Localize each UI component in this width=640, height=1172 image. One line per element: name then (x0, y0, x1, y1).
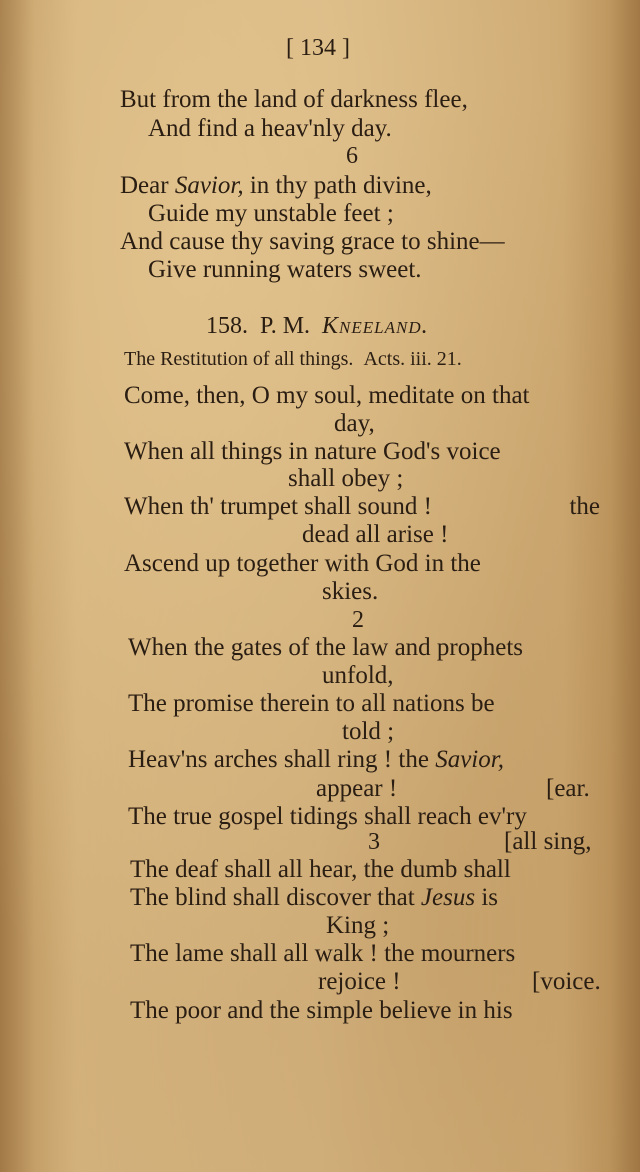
stanza-line: When all things in nature God's voice (124, 438, 501, 465)
stanza-line: The blind shall discover that Jesus is (130, 884, 498, 911)
stanza-line: The poor and the simple believe in his (130, 997, 513, 1024)
verse-line: Give running waters sweet. (148, 256, 422, 283)
hymn-meter: P. M. (260, 313, 311, 339)
hymn-heading (206, 312, 429, 340)
page-number: [ 134 ] (286, 35, 350, 61)
stanza-line: Ascend up together with God in the (124, 550, 481, 577)
stanza-line: told ; (342, 718, 395, 745)
hymn-number: 158. (206, 313, 248, 339)
verse-number: 6 (346, 143, 358, 169)
hymn-subject-line (124, 345, 462, 373)
stanza-line: The lame shall all walk ! the mourners (130, 940, 516, 967)
hymn-tune: Kneeland. (322, 313, 429, 339)
stanza-number: 2 (352, 607, 364, 633)
stanza-line: The promise therein to all nations be (128, 690, 495, 717)
verse-line: Dear Savior, in thy path divine, (120, 172, 432, 199)
stanza-line: When th' trumpet shall sound ! the (124, 493, 600, 520)
verse-line: But from the land of darkness flee, (120, 86, 468, 113)
verse-line: And cause thy saving grace to shine— (120, 228, 505, 255)
verse-line: Guide my unstable feet ; (148, 200, 394, 227)
hymn-scripture: Acts. iii. 21. (363, 348, 462, 370)
stanza-line: King ; (326, 912, 390, 939)
hymn-subject: The Restitution of all things. (124, 348, 354, 370)
stanza-line: unfold, (322, 662, 394, 689)
stanza-line: dead all arise ! (302, 521, 449, 548)
turnover: [ear. (546, 775, 590, 802)
stanza-line: appear ! (316, 775, 398, 802)
stanza-line: skies. (322, 578, 379, 605)
stanza-line: The true gospel tidings shall reach ev'ry (128, 803, 527, 830)
stanza-line: The deaf shall all hear, the dumb shall (130, 856, 511, 883)
verse-line: And find a heav'nly day. (148, 115, 392, 142)
stanza-line: day, (334, 410, 375, 437)
turnover: [voice. (532, 968, 601, 995)
stanza-line: Come, then, O my soul, meditate on that (124, 382, 530, 409)
stanza-line: shall obey ; (288, 465, 404, 492)
turnover: [all sing, (504, 828, 592, 855)
stanza-line: When the gates of the law and prophets (128, 634, 524, 661)
stanza-line: rejoice ! (318, 968, 401, 995)
stanza-line: Heav'ns arches shall ring ! the Savior, (128, 746, 504, 773)
stanza-number: 3 (368, 829, 380, 855)
